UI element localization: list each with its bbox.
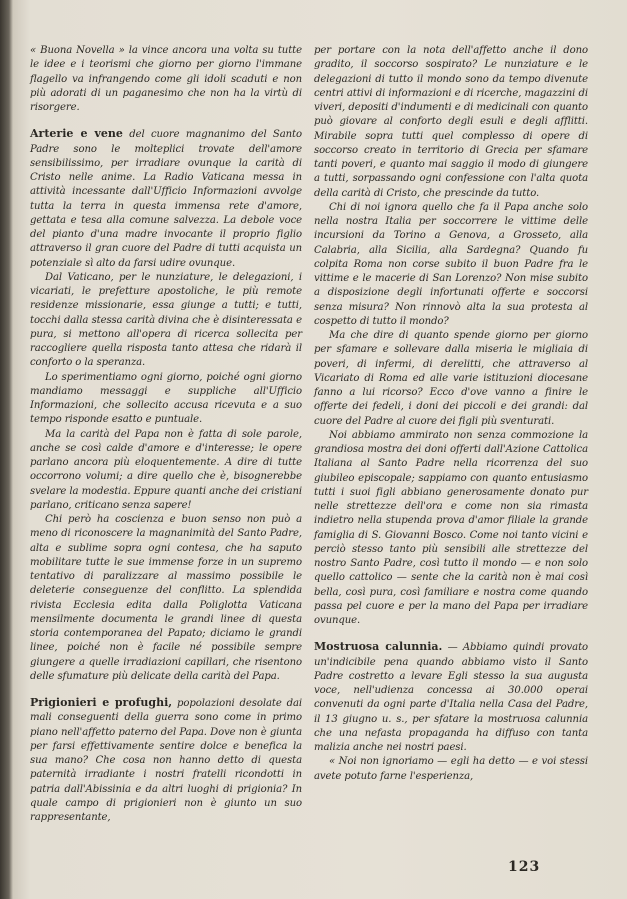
section-mostruosa-calunnia — [314, 640, 588, 755]
section-text: — Abbiamo quindi provato un'indicibile pena quando abbiamo visto il Santo Padre costretto a levare Egli stesso la sua augusta voce, nell'udienza concessa ai 30.000 operai convenuti da ogni parte d'Italia nella Casa del Padre, il 13 giugno u. s., per sfatare la mostruosa calunnia che una nefasta propaganda ha diffuso con tanta malizia anche nei nostri paesi. — [314, 642, 589, 753]
paragraph: Chi però ha coscienza e buon senso non può a meno di riconoscere la magnanimità del Santo Padre, alta e sublime sopra ogni contesa, che ha saputo mobilitare tutte le sue immense forze in un supremo tentativo di paralizzare al massimo possibile le deleterie conseguenze del conflitto. La splendida rivista Ecclesia edita dalla Poliglotta Vaticana mensilmente documenta le grandi linee di questa storia contemporanea del Papato; diciamo le grandi linee, poiché non è facile né possibile sempre giungere a quelle irradiazioni capillari, che risentono delle sfumature più delicate della carità del Papa. — [30, 514, 302, 682]
paragraph: Chi di noi ignora quello che fa il Papa anche solo nella nostra Italia per soccorrere le vittime delle incursioni da Torino a Genova, a Grosseto, alla Calabria, alla Sicilia, alla Sardegna? Quando fu colpita Roma non corse subito il buon Padre fra le vittime e le macerie di San Lorenzo? Non mise subito a disposizione degli infortunati offerte e soccorsi senza misura? Non rinnovò alta la sua protesta al cospetto di tutto il mondo? — [314, 201, 588, 327]
section-text: popolazioni desolate dai mali conseguenti della guerra sono come in primo piano nell'affetto paterno del Papa. Dove non è giunta per farsi effettivamente sentire dolce e benefica la sua mano? Che cosa non hanno detto di questa paternità irradiante i nostri fratelli ricondotti in patria dall'Abissinia e da altri luoghi di prigionia? In quale campo di prigionieri non è giunto un suo rappresentante, — [30, 698, 303, 823]
paragraph: Ma la carità del Papa non è fatta di sole parole, anche se così calde d'amore e d'interesse; le opere parlano ancora più eloquentemente. A dire di tutte occorrono volumi; a dire quello che è, bisognerebbe svelare la modestia. Eppure quanti anche dei cristiani parlano, criticano senza sapere! — [30, 428, 302, 511]
section-text: del cuore magnanimo del Santo Padre sono le molteplici trovate dell'amore sensibilissimo, per irradiare ovunque la carità di Cristo nelle anime. La Radio Vaticana messa in attività incessante dall'Ufficio Informazioni avvolge tutta la terra in questa immensa rete d'amore, gettata e tesa alla comune salvezza. La debole voce del pianto d'una madre invocante il proprio figlio attraverso il gran cuore del Padre di tutti acquista un potenziale sì alto da farsi udire ovunque. — [30, 129, 302, 269]
section-heading: Prigionieri e profughi, — [30, 696, 173, 709]
page-number: 123 — [508, 859, 541, 875]
paragraph: « Noi non ignoriamo — egli ha detto — e voi stessi avete potuto farne l'esperienza, — [314, 756, 588, 782]
right-column — [314, 44, 588, 784]
section-arterie-e-vene — [30, 127, 302, 271]
paragraph: Ma che dire di quanto spende giorno per giorno per sfamare e sollevare dalla miseria le migliaia di poveri, di infermi, di derelitti, che attraverso al Vicariato di Roma ed alle varie istituzioni diocesane fanno a lui ricorso? Ecco d'ove vanno a finire le offerte dei fedeli, i doni dei piccoli e dei grandi: dal cuore del Padre al cuore dei figli più sventurati. — [314, 330, 588, 427]
section-heading: Arterie e vene — [30, 127, 123, 141]
paragraph: Noi abbiamo ammirato non senza commozione la grandiosa mostra dei doni offerti dall'Azione Cattolica Italiana al Santo Padre nella ricorrenza del suo giubileo episcopale; sappiamo con quanto entusiasmo tutti i suoi figli abbiano generosamente donato pur nelle strettezze dell'ora e come non sia rimasta indietro nella stupenda prova d'amor filiale la grande famiglia di S. Giovanni Bosco. Come noi tanto vicini e perciò stesso tanto più sensibili alle strettezze del nostro Santo Padre, così tutto il mondo — e non solo quello cattolico — sente che la carità non è mai così bella, così pura, così familiare e nostra come quando passa pel cuore e per la mano del Papa per irradiare ovunque. — [314, 429, 588, 626]
paragraph: « Buona Novella » la vince ancora una volta su tutte le idee e i teorismi che giorno per giorno l'immane flagello va infrangendo come gli idoli scaduti e non più adorati di un paganesimo che non ha la virtù di risorgere. — [30, 45, 302, 113]
paragraph: Dal Vaticano, per le nunziature, le delegazioni, i vicariati, le prefetture apostoliche, le più remote residenze missionarie, essa giunge a tutti; e tutti, tocchi dalla stessa carità divina che è disinteressata e pura, si mettono all'opera di ricerca sollecita per raccogliere quella risposta tanto attesa che ridarà il conforto o la speranza. — [30, 271, 302, 369]
paragraph: per portare con la nota dell'affetto anche il dono gradito, il soccorso sospirato? Le nunziature e le delegazioni di tutto il mondo sono da tempo divenute centri attivi di informazioni e di ricerche, magazzini di viveri, depositi d'indumenti e di medicinali con quanto può giovare al conforto degli esuli e degli afflitti. Mirabile sopra tutti quel complesso di opere di soccorso creato in territorio di Grecia per sfamare tanti poveri, e quanto mai saggio il modo di giungere a tutti, sorpassando ogni confessione con l'alta quota della carità di Cristo, che prescinde da tutto. — [314, 45, 588, 199]
section-prigionieri-e-profughi — [30, 696, 302, 825]
left-column — [30, 44, 302, 825]
paragraph: Lo sperimentiamo ogni giorno, poiché ogni giorno mandiamo messaggi e suppliche all'Ufficio Informazioni, che sollecito accusa ricevuta e a suo tempo risponde esatto e puntuale. — [30, 371, 302, 426]
section-heading: Mostruosa calunnia. — [314, 640, 443, 654]
